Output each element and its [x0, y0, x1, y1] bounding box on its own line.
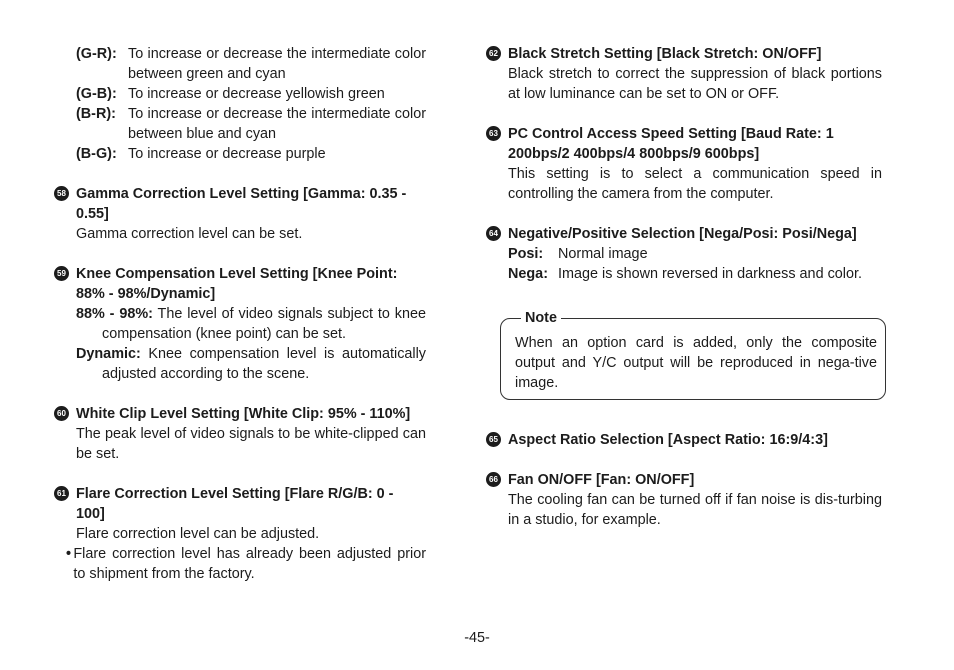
section-number-badge: 64: [486, 226, 501, 241]
section-fan: [489, 470, 882, 530]
term: (G-R):: [76, 46, 117, 62]
section-number-badge: 60: [54, 406, 69, 421]
section-title: Gamma Correction Level Setting [Gamma: 0.35 - 0.55]: [76, 186, 407, 222]
right-column: [489, 44, 882, 530]
note-box: [500, 310, 886, 400]
section-white-clip: [57, 404, 426, 464]
description: The level of video signals subject to knee compensation (knee point) can be set.: [102, 306, 426, 342]
definition-posi: [508, 244, 882, 264]
definition-dynamic: [76, 344, 426, 384]
bullet-note: [66, 544, 426, 584]
section-title: Black Stretch Setting [Black Stretch: ON/OFF]: [508, 46, 822, 62]
description: To increase or decrease purple: [128, 146, 326, 162]
section-nega-posi: [489, 224, 882, 284]
term: 88% - 98%:: [76, 306, 153, 322]
definition-g-r: [76, 44, 426, 84]
section-black-stretch: [489, 44, 882, 104]
description: To increase or decrease yellowish green: [128, 86, 385, 102]
section-aspect-ratio: [489, 430, 882, 450]
section-number-badge: 59: [54, 266, 69, 281]
section-title: Flare Correction Level Setting [Flare R/G/B: 0 - 100]: [76, 486, 394, 522]
term: Posi:: [508, 246, 544, 262]
section-body: Gamma correction level can be set.: [76, 226, 303, 242]
section-body: The cooling fan can be turned off if fan noise is dis-turbing in a studio, for example.: [508, 492, 882, 528]
description: Normal image: [558, 246, 648, 262]
section-number-badge: 61: [54, 486, 69, 501]
definition-g-b: [76, 84, 426, 104]
section-flare: [57, 484, 426, 584]
term: (G-B):: [76, 86, 117, 102]
section-body: This setting is to select a communication speed in controlling the camera from the computer.: [508, 166, 882, 202]
section-baud-rate: [489, 124, 882, 204]
section-gamma: [57, 184, 426, 244]
section-number-badge: 58: [54, 186, 69, 201]
bullet-mark: •: [66, 546, 72, 562]
term: (B-G):: [76, 146, 117, 162]
term: Nega:: [508, 266, 548, 282]
bullet-text: Flare correction level has already been adjusted prior to shipment from the factory.: [73, 546, 426, 582]
section-number-badge: 62: [486, 46, 501, 61]
section-title: Negative/Positive Selection [Nega/Posi: Posi/Nega]: [508, 226, 857, 242]
section-title: Knee Compensation Level Setting [Knee Point: 88% - 98%/Dynamic]: [76, 266, 398, 302]
definition-b-g: [76, 144, 426, 164]
section-title: Fan ON/OFF [Fan: ON/OFF]: [508, 472, 695, 488]
definition-knee-point: [76, 304, 426, 344]
section-body: The peak level of video signals to be white-clipped can be set.: [76, 426, 426, 462]
description: Image is shown reversed in darkness and color.: [558, 266, 862, 282]
left-column: [57, 44, 426, 584]
note-label: Note: [521, 308, 561, 328]
term: (B-R):: [76, 106, 116, 122]
description: To increase or decrease the intermediate color between blue and cyan: [128, 106, 426, 142]
description: To increase or decrease the intermediate color between green and cyan: [128, 46, 426, 82]
section-number-badge: 63: [486, 126, 501, 141]
section-title: PC Control Access Speed Setting [Baud Rate: 1 200bps/2 400bps/4 800bps/9 600bps]: [508, 126, 834, 162]
note-body: When an option card is added, only the composite output and Y/C output will be reproduced in nega-tive image.: [515, 335, 877, 391]
section-number-badge: 66: [486, 472, 501, 487]
definition-b-r: [76, 104, 426, 144]
page-number: -45-: [464, 630, 490, 646]
definition-nega: [508, 264, 882, 284]
section-body: Black stretch to correct the suppression of black portions at low luminance can be set to ON or OFF.: [508, 66, 882, 102]
description: Knee compensation level is automatically adjusted according to the scene.: [102, 346, 426, 382]
section-knee: [57, 264, 426, 384]
section-title: Aspect Ratio Selection [Aspect Ratio: 16:9/4:3]: [508, 432, 828, 448]
section-body: Flare correction level can be adjusted.: [76, 526, 320, 542]
term: Dynamic:: [76, 346, 141, 362]
section-number-badge: 65: [486, 432, 501, 447]
section-title: White Clip Level Setting [White Clip: 95% - 110%]: [76, 406, 411, 422]
